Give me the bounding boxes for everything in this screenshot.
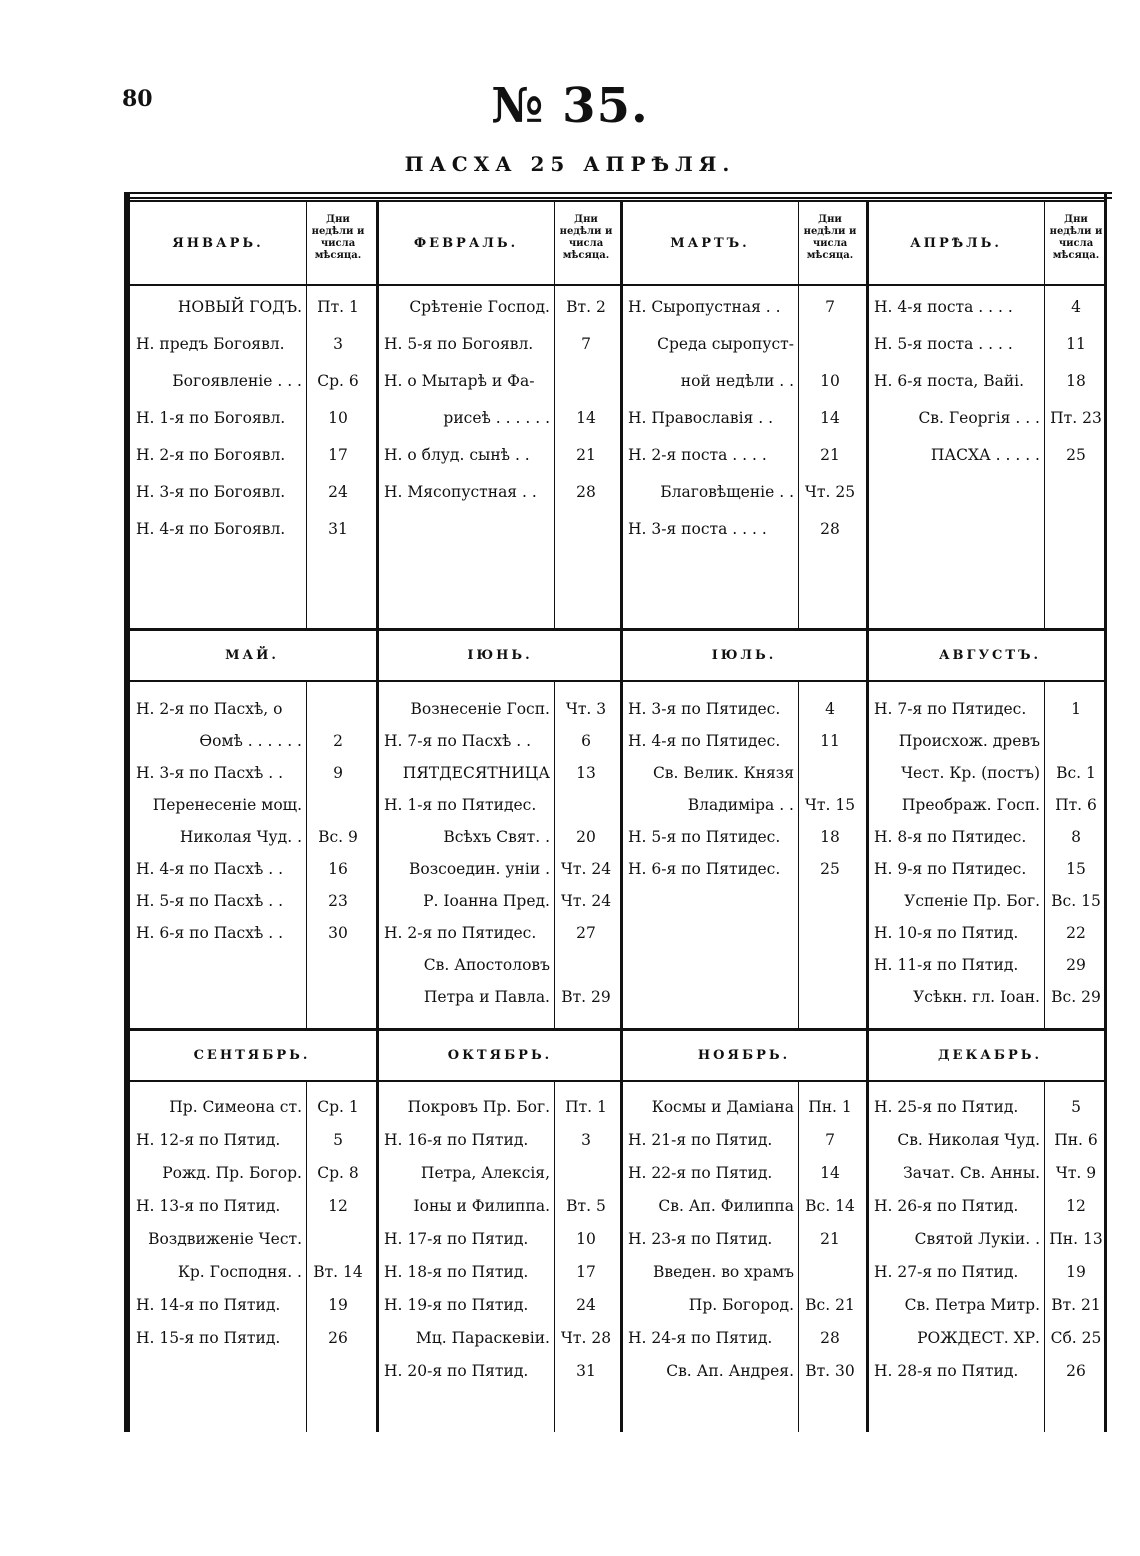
calendar-entry: Н. 17-я по Пятид. [384, 1230, 529, 1248]
day-value: Вс. 29 [1051, 988, 1101, 1006]
day-value: Чт. 3 [565, 700, 607, 718]
calendar-entry: НОВЫЙ ГОДЪ. [177, 298, 302, 316]
calendar-entry: Н. 21-я по Пятид. [628, 1131, 773, 1149]
header-bottom-rule [130, 1080, 1104, 1082]
month-name: ФЕВРАЛЬ. [413, 235, 519, 251]
day-value: Сб. 25 [1050, 1329, 1102, 1347]
calendar-entry: Н. 4-я поста . . . . [874, 298, 1013, 316]
calendar-entry: Покровъ Пр. Бог. [407, 1098, 550, 1116]
calendar-entry: Св. Велик. Князя [652, 764, 794, 782]
day-value: 28 [820, 520, 840, 538]
calendar-entry: Николая Чуд. . [179, 828, 302, 846]
day-value: 5 [333, 1131, 343, 1149]
day-value: 4 [825, 700, 835, 718]
calendar-entry: Пр. Симеона ст. [169, 1098, 302, 1116]
day-column-header: Дни недѣли и числа мѣсяца. [559, 214, 613, 261]
day-value: 30 [328, 924, 348, 942]
day-value: 6 [581, 732, 591, 750]
day-column-header: Дни недѣли и числа мѣсяца. [311, 214, 365, 261]
day-value: Вт. 29 [561, 988, 611, 1006]
day-value: 25 [820, 860, 840, 878]
calendar-entry: Владиміра . . [687, 796, 794, 814]
day-value: 15 [1066, 860, 1086, 878]
day-value: 19 [328, 1296, 348, 1314]
calendar-entry: Св. Апостоловъ [423, 956, 550, 974]
calendar-entry: Н. 8-я по Пятидес. [874, 828, 1027, 846]
calendar-entry: Н. 6-я поста, Вайі. [874, 372, 1025, 390]
day-value: 19 [1066, 1263, 1086, 1281]
day-value: 5 [1071, 1098, 1081, 1116]
day-value: 16 [328, 860, 348, 878]
calendar-entry: Ѳомѣ . . . . . . [199, 732, 302, 750]
calendar-entry: Н. 7-я по Пасхѣ . . [384, 732, 532, 750]
day-value: 10 [576, 1230, 596, 1248]
day-value: 24 [576, 1296, 596, 1314]
month-name: МАРТЪ. [670, 235, 750, 251]
calendar-entry: Н. 16-я по Пятид. [384, 1131, 529, 1149]
calendar-entry: Н. 6-я по Пасхѣ . . [136, 924, 284, 942]
day-value: 18 [1066, 372, 1086, 390]
calendar-entry: Іоны и Филиппа. [413, 1197, 550, 1215]
calendar-entry: Н. 7-я по Пятидес. [874, 700, 1027, 718]
day-value: Вс. 9 [318, 828, 358, 846]
header-bottom-rule [130, 680, 1104, 682]
calendar-entry: Н. 5-я по Богоявл. [384, 335, 534, 353]
easter-date-heading: ПАСХА 25 АПРѢЛЯ. [404, 152, 736, 176]
calendar-entry: Н. 5-я по Пасхѣ . . [136, 892, 284, 910]
day-value: 26 [1066, 1362, 1086, 1380]
day-value: 1 [1071, 700, 1081, 718]
calendar-number: № 35. [491, 78, 649, 134]
day-value: Вс. 15 [1051, 892, 1101, 910]
month-divider [620, 1028, 623, 1432]
day-value: Чт. 24 [560, 860, 612, 878]
day-value: 10 [328, 409, 348, 427]
day-value: 21 [820, 446, 840, 464]
day-value: Вт. 14 [313, 1263, 363, 1281]
day-value: Вт. 21 [1051, 1296, 1101, 1314]
day-value: 28 [576, 483, 596, 501]
day-value: 7 [825, 298, 835, 316]
day-value: 21 [820, 1230, 840, 1248]
month-divider [866, 1028, 869, 1432]
day-value: Чт. 24 [560, 892, 612, 910]
calendar-entry: Н. о Мытарѣ и Фа- [384, 372, 535, 390]
month-name: ЯНВАРЬ. [172, 235, 264, 251]
calendar-entry: Зачат. Св. Анны. [903, 1164, 1040, 1182]
day-value: Пт. 1 [565, 1098, 607, 1116]
calendar-entry: Н. 2-я по Пасхѣ, о [136, 700, 283, 718]
month-divider [620, 628, 623, 1028]
day-value: 26 [328, 1329, 348, 1347]
quarter-2 [130, 628, 1104, 1028]
calendar-entry: Происхож. древъ [898, 732, 1040, 750]
day-value: Чт. 28 [560, 1329, 612, 1347]
calendar-entry: Н. 20-я по Пятид. [384, 1362, 529, 1380]
calendar-entry: Рожд. Пр. Богор. [162, 1164, 302, 1182]
calendar-entry: Н. 27-я по Пятид. [874, 1263, 1019, 1281]
calendar-entry: рисеѣ . . . . . . [443, 409, 550, 427]
day-value: Ср. 6 [317, 372, 359, 390]
calendar-entry: Н. предъ Богоявл. [136, 335, 285, 353]
day-value: Вт. 30 [805, 1362, 855, 1380]
calendar-entry: Н. 1-я по Богоявл. [136, 409, 286, 427]
day-value: 2 [333, 732, 343, 750]
header-bottom-rule [130, 284, 1104, 286]
calendar-entry: Н. 23-я по Пятид. [628, 1230, 773, 1248]
calendar-entry: Н. 26-я по Пятид. [874, 1197, 1019, 1215]
month-name: НОЯБРЬ. [697, 1047, 791, 1063]
day-value: 14 [820, 409, 840, 427]
day-value: Пн. 1 [808, 1098, 852, 1116]
month-name: СЕНТЯБРЬ. [193, 1047, 311, 1063]
day-value: 3 [333, 335, 343, 353]
month-name: ОКТЯБРЬ. [447, 1047, 553, 1063]
calendar-entry: Н. 14-я по Пятид. [136, 1296, 281, 1314]
calendar-entry: Перенесеніе мощ. [152, 796, 302, 814]
calendar-entry: Н. 18-я по Пятид. [384, 1263, 529, 1281]
day-value: 11 [820, 732, 840, 750]
day-value: 4 [1071, 298, 1081, 316]
calendar-entry: Н. 9-я по Пятидес. [874, 860, 1027, 878]
day-value: 12 [328, 1197, 348, 1215]
calendar-entry: Чест. Кр. (постъ) [901, 764, 1040, 782]
top-rule-inner [124, 197, 1112, 199]
calendar-entry: Н. 3-я по Пятидес. [628, 700, 781, 718]
calendar-entry: Успеніе Пр. Бог. [904, 892, 1040, 910]
calendar-entry: Возсоедин. уніи . [408, 860, 550, 878]
month-divider [376, 1028, 379, 1432]
month-name: ІЮЛЬ. [711, 647, 777, 663]
day-value: 24 [328, 483, 348, 501]
day-column-header: Дни недѣли и числа мѣсяца. [1049, 214, 1103, 261]
calendar-entry: Св. Петра Митр. [904, 1296, 1040, 1314]
day-value: Пт. 1 [317, 298, 359, 316]
calendar-entry: Введен. во храмъ [653, 1263, 794, 1281]
calendar-entry: Н. 2-я по Пятидес. [384, 924, 537, 942]
day-value: Чт. 15 [804, 796, 856, 814]
calendar-entry: Н. о блуд. сынѣ . . [384, 446, 530, 464]
day-value: 7 [825, 1131, 835, 1149]
calendar-entry: Н. Сыропустная . . [628, 298, 781, 316]
calendar-entry: Среда сыропуст- [657, 335, 794, 353]
calendar-entry: Срѣтеніе Господ. [409, 298, 550, 316]
day-value: 21 [576, 446, 596, 464]
calendar-entry: Н. 5-я по Пятидес. [628, 828, 781, 846]
day-value: 13 [576, 764, 596, 782]
calendar-entry: Н. 11-я по Пятид. [874, 956, 1019, 974]
day-value: 22 [1066, 924, 1086, 942]
calendar-entry: Н. 13-я по Пятид. [136, 1197, 281, 1215]
calendar-entry: Кр. Господня. . [177, 1263, 302, 1281]
day-value: 8 [1071, 828, 1081, 846]
day-value: 17 [576, 1263, 596, 1281]
day-value: 14 [576, 409, 596, 427]
calendar-entry: ПЯТДЕСЯТНИЦА [402, 764, 550, 782]
calendar-entry: ной недѣли . . [680, 372, 794, 390]
day-value: Вт. 5 [566, 1197, 606, 1215]
calendar-entry: Н. 28-я по Пятид. [874, 1362, 1019, 1380]
day-value: 18 [820, 828, 840, 846]
day-value: 17 [328, 446, 348, 464]
day-value: 27 [576, 924, 596, 942]
calendar-entry: Н. 4-я по Богоявл. [136, 520, 286, 538]
month-divider [866, 628, 869, 1028]
calendar-entry: Н. 4-я по Пятидес. [628, 732, 781, 750]
calendar-entry: Н. 1-я по Пятидес. [384, 796, 537, 814]
calendar-entry: Н. 10-я по Пятид. [874, 924, 1019, 942]
calendar-entry: Пр. Богород. [688, 1296, 794, 1314]
day-value: 7 [581, 335, 591, 353]
day-value: 25 [1066, 446, 1086, 464]
top-rule [124, 192, 1112, 194]
month-divider [376, 628, 379, 1028]
month-name: ДЕКАБРЬ. [937, 1047, 1043, 1063]
calendar-entry: Р. Іоанна Пред. [423, 892, 550, 910]
day-value: 14 [820, 1164, 840, 1182]
calendar-entry: Святой Лукіи. . [914, 1230, 1040, 1248]
calendar-entry: Н. 3-я поста . . . . [628, 520, 767, 538]
month-name: АПРѢЛЬ. [910, 235, 1002, 251]
day-value: Чт. 25 [804, 483, 856, 501]
calendar-entry: Космы и Даміана [651, 1098, 794, 1116]
calendar-entry: Н. 22-я по Пятид. [628, 1164, 773, 1182]
day-value: 9 [333, 764, 343, 782]
day-value: Пн. 6 [1054, 1131, 1098, 1149]
day-value: 23 [328, 892, 348, 910]
calendar-entry: Св. Георгія . . . [918, 409, 1040, 427]
calendar-entry: Н. Православія . . [628, 409, 774, 427]
day-value: Вс. 1 [1056, 764, 1096, 782]
quarter-3 [130, 1028, 1104, 1432]
calendar-entry: РОЖДЕСТ. ХР. [917, 1329, 1040, 1347]
calendar-entry: Н. 12-я по Пятид. [136, 1131, 281, 1149]
day-value: 12 [1066, 1197, 1086, 1215]
calendar-entry: Н. 3-я по Богоявл. [136, 483, 286, 501]
day-value: Пт. 23 [1050, 409, 1102, 427]
calendar-table [124, 192, 1112, 1432]
month-name: АВГУСТЪ. [938, 647, 1042, 663]
day-value: 31 [576, 1362, 596, 1380]
day-value: Пт. 6 [1055, 796, 1097, 814]
day-value: Вс. 21 [805, 1296, 855, 1314]
calendar-entry: Петра, Алексія, [420, 1164, 550, 1182]
month-name: ІЮНЬ. [467, 647, 533, 663]
day-value: 3 [581, 1131, 591, 1149]
calendar-entry: Мц. Параскевіи. [415, 1329, 550, 1347]
calendar-entry: Воздвиженіе Чест. [148, 1230, 302, 1248]
calendar-entry: Н. 5-я поста . . . . [874, 335, 1013, 353]
calendar-entry: Св. Ап. Андрея. [666, 1362, 794, 1380]
day-column-divider [1044, 680, 1045, 1028]
calendar-entry: Н. 2-я по Богоявл. [136, 446, 286, 464]
day-value: Чт. 9 [1055, 1164, 1097, 1182]
calendar-entry: Н. 15-я по Пятид. [136, 1329, 281, 1347]
day-value: Ср. 8 [317, 1164, 359, 1182]
month-name: МАЙ. [225, 647, 279, 663]
quarter-1 [130, 200, 1104, 628]
calendar-entry: Н. 25-я по Пятид. [874, 1098, 1019, 1116]
day-value: Пн. 13 [1049, 1230, 1103, 1248]
day-column-header: Дни недѣли и числа мѣсяца. [803, 214, 857, 261]
calendar-entry: Св. Ап. Филиппа [658, 1197, 794, 1215]
day-value: 11 [1066, 335, 1086, 353]
calendar-entry: ПАСХА . . . . . [930, 446, 1040, 464]
calendar-entry: Св. Николая Чуд. [897, 1131, 1040, 1149]
calendar-entry: Н. 2-я поста . . . . [628, 446, 767, 464]
calendar-entry: Н. 24-я по Пятид. [628, 1329, 773, 1347]
page-number: 80 [122, 86, 153, 112]
calendar-entry: Богоявленіе . . . [172, 372, 302, 390]
day-value: 31 [328, 520, 348, 538]
calendar-entry: Благовѣщеніе . . [660, 483, 794, 501]
day-value: 10 [820, 372, 840, 390]
day-value: Ср. 1 [317, 1098, 359, 1116]
day-value: 28 [820, 1329, 840, 1347]
calendar-entry: Н. 3-я по Пасхѣ . . [136, 764, 284, 782]
calendar-entry: Н. Мясопустная . . [384, 483, 537, 501]
calendar-entry: Всѣхъ Свят. . [443, 828, 550, 846]
calendar-entry: Н. 19-я по Пятид. [384, 1296, 529, 1314]
calendar-entry: Преображ. Госп. [901, 796, 1040, 814]
calendar-entry: Н. 4-я по Пасхѣ . . [136, 860, 284, 878]
calendar-entry: Н. 6-я по Пятидес. [628, 860, 781, 878]
day-value: 29 [1066, 956, 1086, 974]
day-value: Вт. 2 [566, 298, 606, 316]
calendar-entry: Усѣкн. гл. Іоан. [913, 988, 1040, 1006]
day-value: Вс. 14 [805, 1197, 855, 1215]
day-value: 20 [576, 828, 596, 846]
calendar-entry: Вознесеніе Госп. [410, 700, 550, 718]
calendar-entry: Петра и Павла. [423, 988, 550, 1006]
